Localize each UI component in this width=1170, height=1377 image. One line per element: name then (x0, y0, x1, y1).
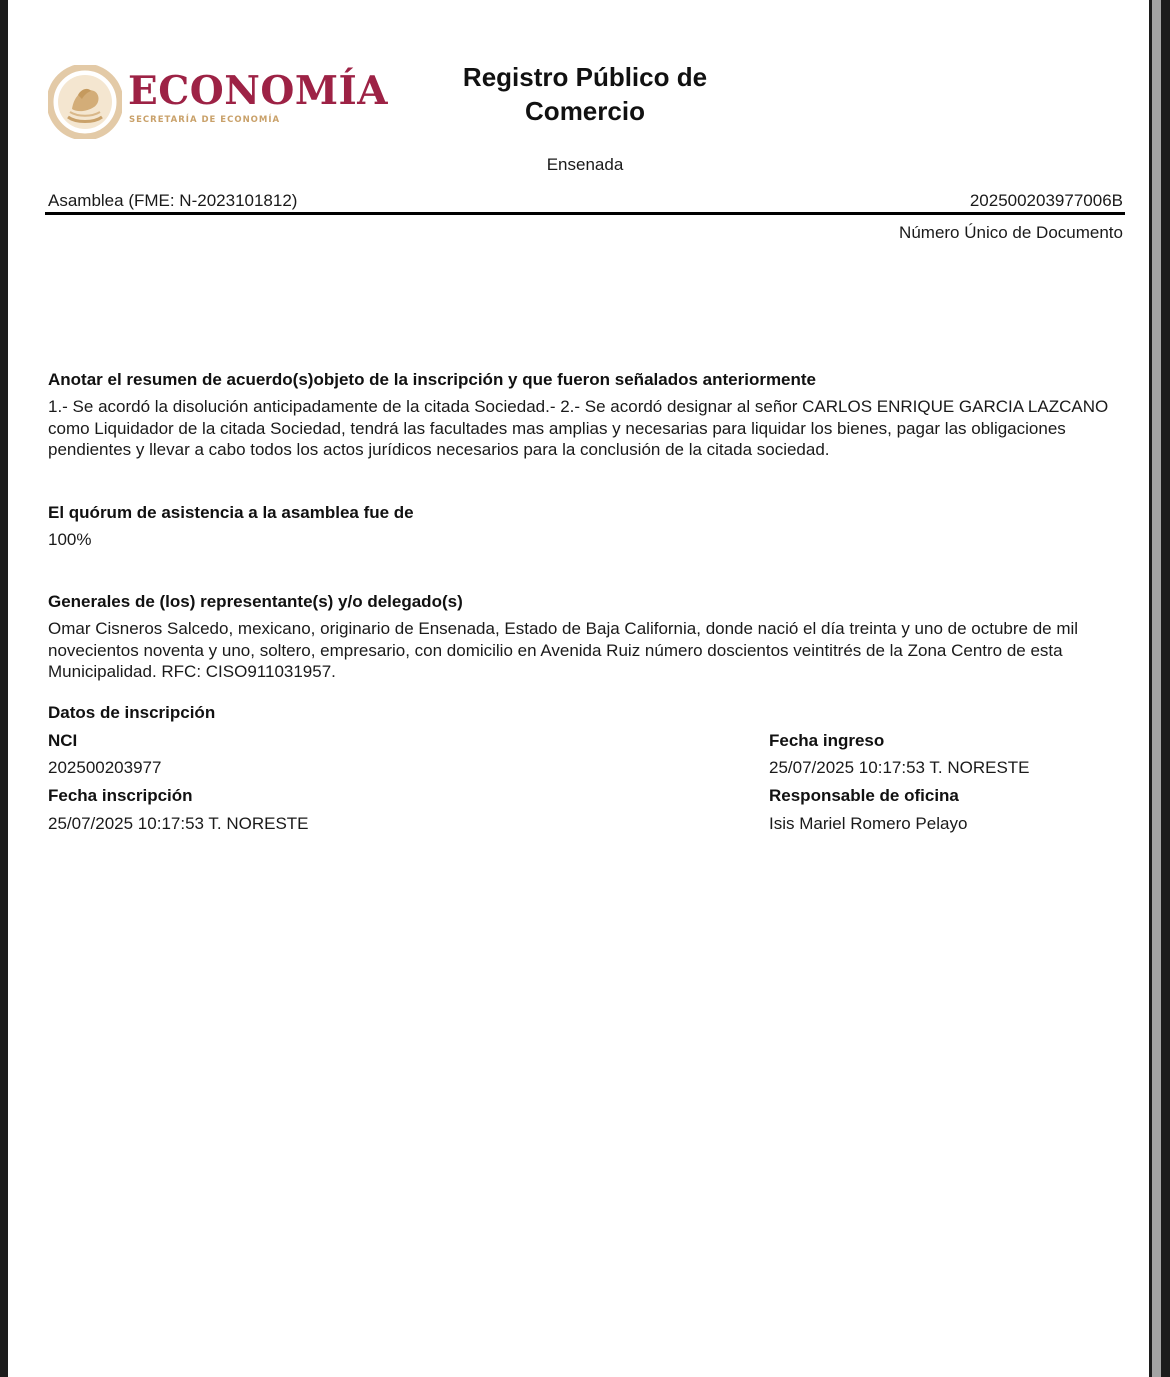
responsable-oficina-value: Isis Mariel Romero Pelayo (769, 814, 968, 833)
document-number-label: Número Único de Documento (899, 223, 1123, 242)
section-quorum (48, 502, 1123, 551)
section-resumen-acuerdos (48, 369, 1123, 461)
document-type: Asamblea (FME: N-2023101812) (48, 191, 298, 210)
scrollbar-thumb[interactable] (1152, 0, 1161, 1377)
section-body: 1.- Se acordó la disolución anticipadamente de la citada Sociedad.- 2.- Se acordó designar al señor CARLOS ENRIQUE GARCIA LAZCANO como Liquidador de la citada Sociedad, tendrá las facultades mas amplias y necesarias para liquidar los bienes, pagar las obligaciones pendientes y llevar a cabo todos los actos jurídicos necesarios para la conclusión de la citada sociedad. (48, 397, 1109, 459)
title-line-1: Registro Público de (462, 62, 708, 92)
datos-inscripcion-title: Datos de inscripción (48, 703, 216, 722)
section-body: 100% (48, 530, 92, 549)
fecha-ingreso-value: 25/07/2025 10:17:53 T. NORESTE (769, 758, 1030, 777)
logo-brand-text: ECONOMÍA (128, 68, 389, 114)
header-divider (45, 212, 1125, 215)
fecha-inscripcion-label: Fecha inscripción (48, 786, 193, 805)
nci-label: NCI (48, 731, 78, 750)
document-number: 202500203977006B (969, 191, 1123, 210)
section-title: Generales de (los) representante(s) y/o delegado(s) (48, 592, 463, 611)
nci-value: 202500203977 (48, 758, 162, 777)
section-body: Omar Cisneros Salcedo, mexicano, originario de Ensenada, Estado de Baja California, donde nació el día treinta y uno de octubre de mil novecientos noventa y uno, soltero, empresario, con domicilio en Avenida Ruiz número doscientos veintitrés de la Zona Centro de esta Municipalidad. RFC: CISO911031957. (48, 619, 1079, 681)
economia-logo (48, 62, 388, 142)
section-title: El quórum de asistencia a la asamblea fue de (48, 503, 414, 522)
city-label: Ensenada (546, 155, 624, 174)
responsable-oficina-label: Responsable de oficina (769, 786, 959, 805)
page-title (420, 60, 750, 128)
fecha-ingreso-label: Fecha ingreso (769, 731, 885, 750)
viewer-left-edge (0, 0, 8, 1377)
coat-of-arms-seal-icon (48, 65, 122, 139)
fecha-inscripcion-value: 25/07/2025 10:17:53 T. NORESTE (48, 814, 309, 833)
section-title: Anotar el resumen de acuerdo(s)objeto de la inscripción y que fueron señalados anteriormente (48, 370, 817, 389)
title-line-2: Comercio (525, 96, 645, 126)
section-generales-representantes (48, 591, 1123, 683)
logo-subtitle-text: SECRETARÍA DE ECONOMÍA (129, 115, 281, 125)
